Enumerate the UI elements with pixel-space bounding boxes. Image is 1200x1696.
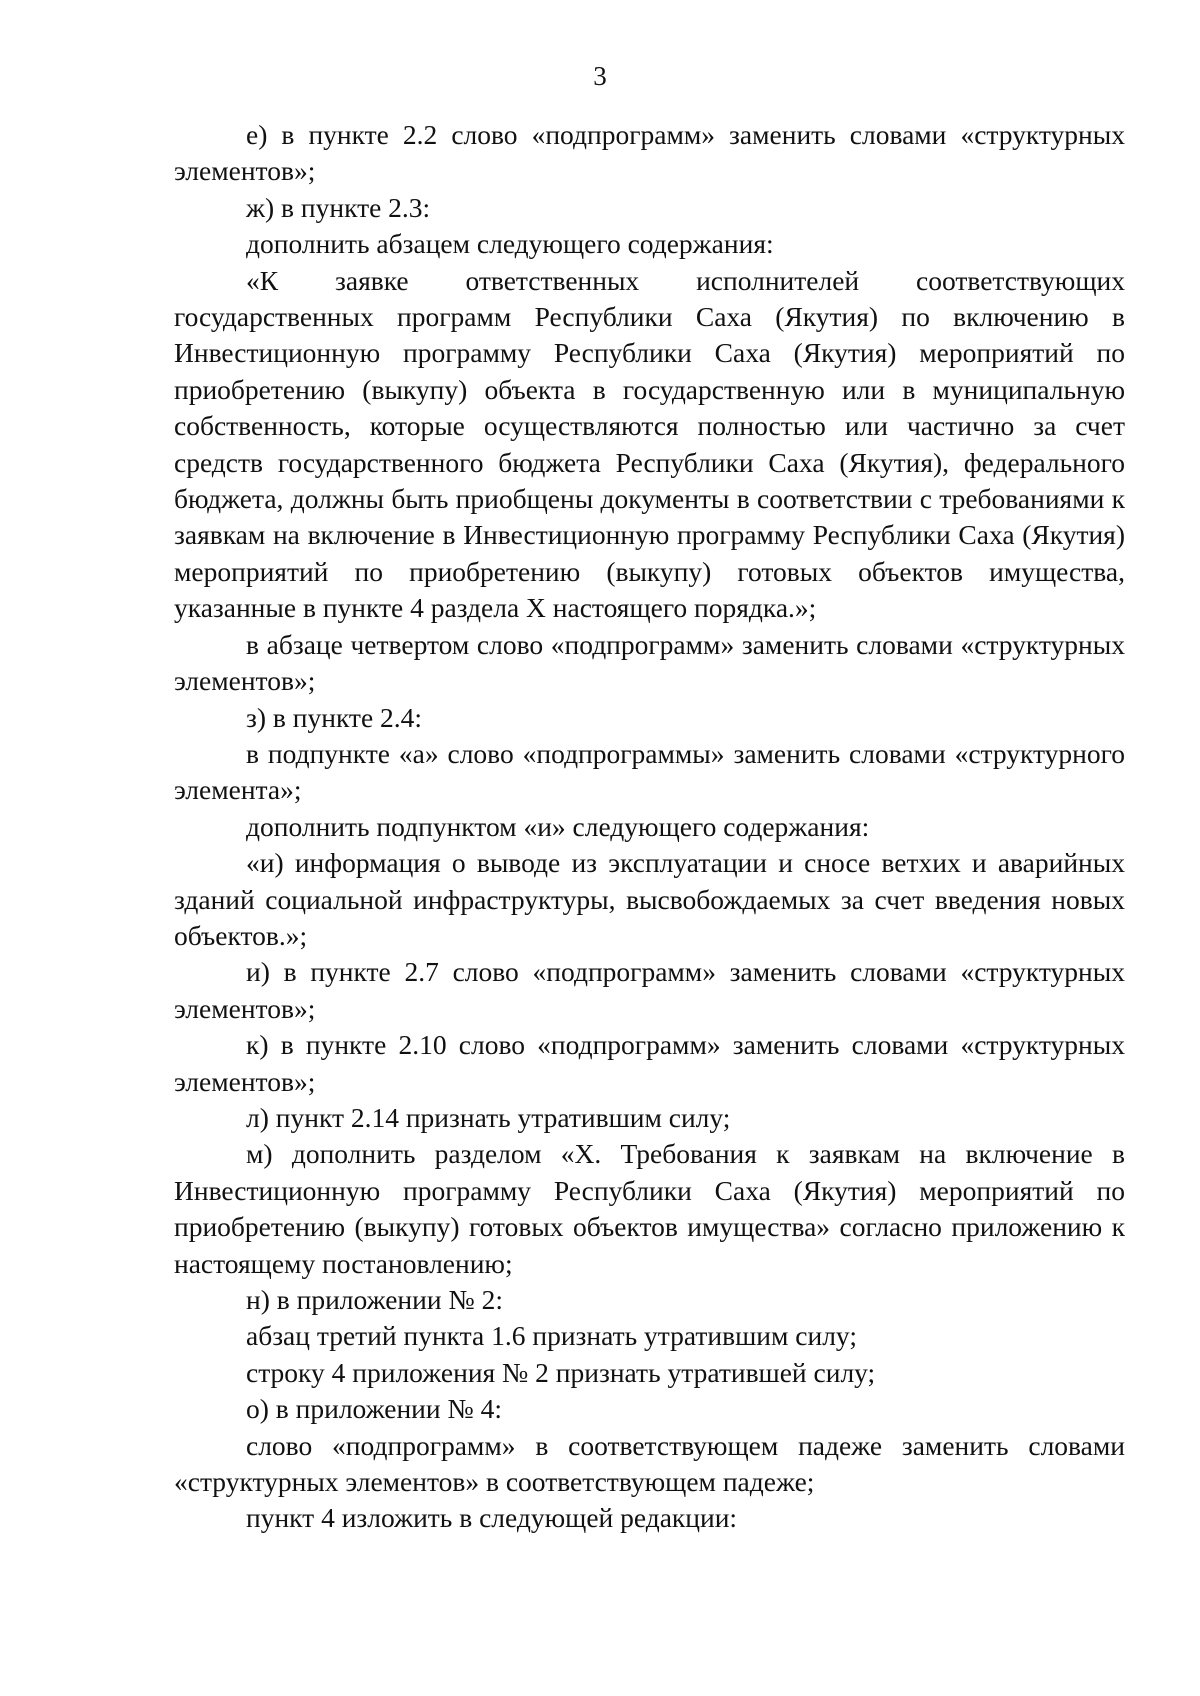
paragraph: в подпункте «а» слово «подпрограммы» заменить словами «структурного элемента»; xyxy=(174,737,1125,806)
paragraph: м) дополнить разделом «X. Требования к заявкам на включение в Инвестиционную программу Республики Саха (Якутия) мероприятий по приобретению (выкупу) готовых объектов имущества» согласно приложению к настоящему постановлению; xyxy=(174,1138,1125,1279)
paragraph: и) в пункте 2.7 слово «подпрограмм» заменить словами «структурных элементов»; xyxy=(174,956,1125,1024)
document-body xyxy=(174,117,1125,1537)
paragraph: пункт 4 изложить в следующей редакции: xyxy=(246,1502,738,1534)
paragraph: к) в пункте 2.10 слово «подпрограмм» заменить словами «структурных элементов»; xyxy=(174,1029,1125,1097)
paragraph: слово «подпрограмм» в соответствующем падеже заменить словами «структурных элементов» в соответствующем падеже; xyxy=(174,1429,1125,1498)
paragraph: л) пункт 2.14 признать утратившим силу; xyxy=(246,1101,731,1133)
paragraph: н) в приложении № 2: xyxy=(246,1284,503,1315)
paragraph: дополнить подпунктом «и» следующего содержания: xyxy=(246,810,870,842)
paragraph: е) в пункте 2.2 слово «подпрограмм» заменить словами «структурных элементов»; xyxy=(174,119,1125,187)
paragraph: з) в пункте 2.4: xyxy=(246,701,423,733)
paragraph: строку 4 приложения № 2 признать утратившей силу; xyxy=(246,1356,876,1388)
paragraph: ж) в пункте 2.3: xyxy=(246,191,431,223)
paragraph: о) в приложении № 4: xyxy=(246,1393,502,1425)
paragraph: в абзаце четвертом слово «подпрограмм» заменить словами «структурных элементов»; xyxy=(174,628,1125,697)
paragraph: абзац третий пункта 1.6 признать утратившим силу; xyxy=(246,1320,857,1352)
paragraph: дополнить абзацем следующего содержания: xyxy=(246,228,774,260)
paragraph: «К заявке ответственных исполнителей соответствующих государственных программ Республики Саха (Якутия) по включению в Инвестиционную программу Республики Саха (Якутия) мероприятий по приобретению (выкупу) объекта в государственную или в муниципальную собственность, которые осуществляются полностью или частично за счет средств государственного бюджета Республики Саха (Якутия), федерального бюджета, должны быть приобщены документы в соответствии с требованиями к заявкам на включение в Инвестиционную программу Республики Саха (Якутия) мероприятий по приобретению (выкупу) готовых объектов имущества, указанные в пункте 4 раздела X настоящего порядка.»; xyxy=(174,264,1125,624)
page-number: 3 xyxy=(593,61,607,91)
paragraph: «и) информация о выводе из эксплуатации и сносе ветхих и аварийных зданий социальной инфраструктуры, высвобождаемых за счет введения новых объектов.»; xyxy=(174,847,1125,951)
